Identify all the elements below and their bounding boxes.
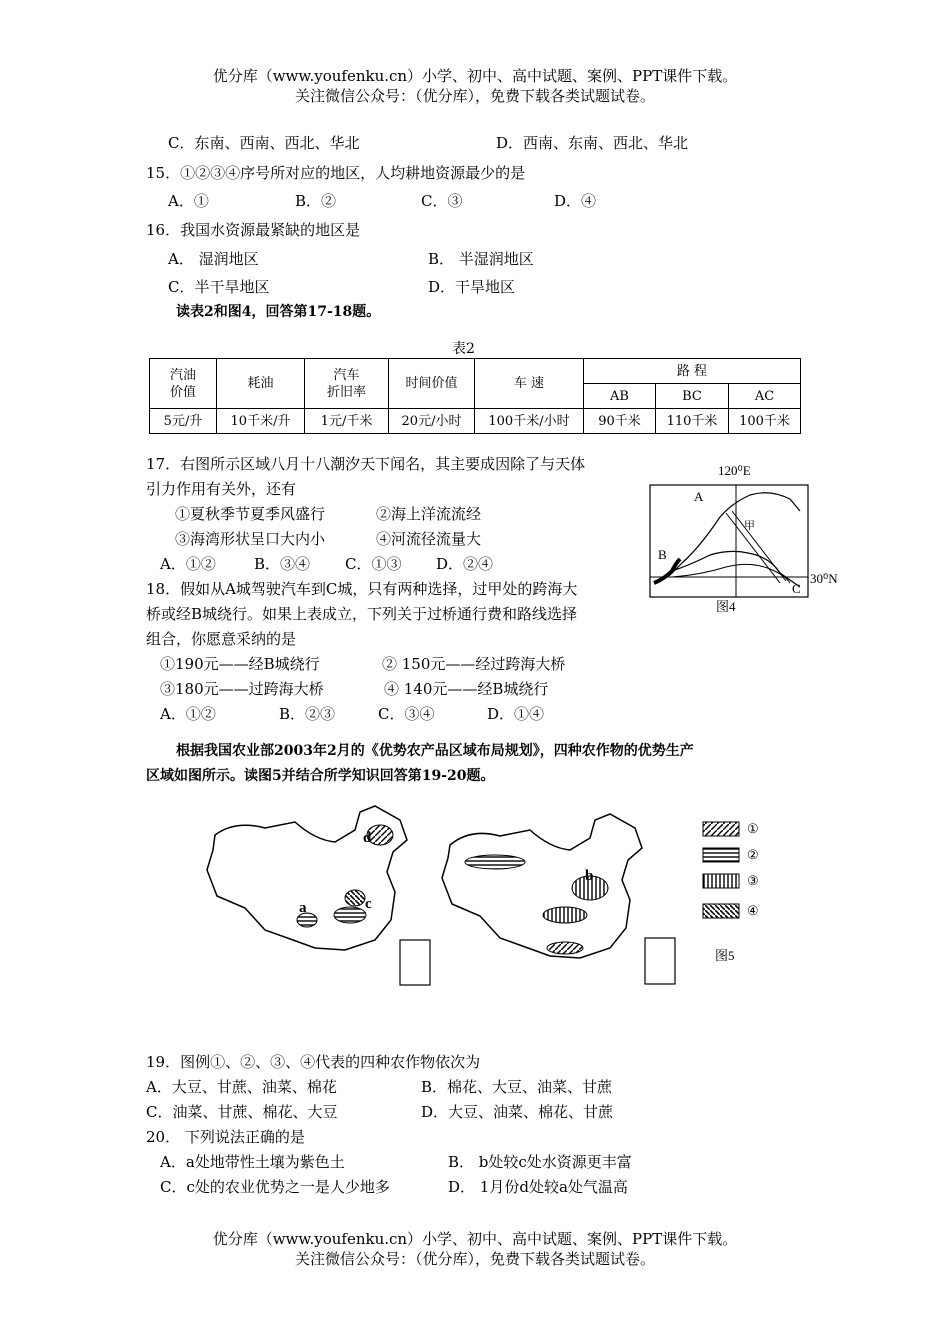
fig5-left-region-2 [334, 907, 366, 923]
table-cell: 90千米 [584, 409, 656, 434]
q17-choice-3: ③海湾形状呈口大内小 [175, 530, 326, 548]
q19-option-d: D．大豆、油菜、棉花、甘蔗 [421, 1103, 614, 1121]
q17-line2: 引力作用有关外，还有 [146, 480, 297, 498]
fig5-label-b: b [585, 868, 594, 884]
q18-choice-1: ①190元——经B城绕行 [160, 655, 320, 673]
fig4-jia-label: 甲 [744, 520, 755, 532]
q18-choice-4: ④ 140元——经B城绕行 [384, 680, 549, 698]
q17-option-d: D．②④ [436, 555, 494, 573]
fig4-longitude-label: 120⁰E [718, 463, 751, 478]
q18-option-c: C．③④ [378, 705, 435, 723]
q20-option-a: A．a处地带性土壤为紫色土 [160, 1153, 345, 1171]
table-cell: 100千米 [729, 409, 801, 434]
q18-line3: 组合，你愿意采纳的是 [146, 630, 297, 648]
th-fuel: 耗油 [217, 359, 305, 409]
fig5-label-a: a [299, 900, 307, 916]
q16-option-b: B． 半湿润地区 [428, 250, 534, 268]
fig5-legend-label-1: ① [747, 821, 759, 836]
fig5-caption: 图5 [715, 948, 735, 963]
th-depreciation: 汽车 折旧率 [305, 359, 389, 409]
q17-option-c: C．①③ [345, 555, 402, 573]
q15-option-a: A．① [168, 192, 209, 210]
q17-choice-1: ①夏秋季节夏季风盛行 [175, 505, 326, 523]
table-cell: 5元/升 [150, 409, 217, 434]
q17-option-a: A．①② [160, 555, 216, 573]
q17-option-b: B．③④ [254, 555, 311, 573]
q15-option-c: C．③ [421, 192, 463, 210]
fig5-legend-swatch-2 [703, 848, 739, 862]
q20-option-b: B． b处较c处水资源更丰富 [448, 1153, 632, 1171]
fig5-right-map-outline [442, 814, 642, 958]
q16-option-a: A． 湿润地区 [168, 250, 259, 268]
fig5-legend-swatch-4 [703, 904, 739, 918]
q16-option-c: C．半干旱地区 [168, 278, 270, 296]
q19-stem: 19．图例①、②、③、④代表的四种农作物依次为 [146, 1053, 481, 1071]
fig5-right-region-1 [547, 942, 583, 954]
table2 [149, 358, 801, 434]
q15-option-b: B．② [295, 192, 337, 210]
fig5-left-region-4 [345, 890, 365, 906]
fig4-bay [654, 559, 680, 583]
table-cell: 110千米 [656, 409, 729, 434]
table-cell: 1元/千米 [305, 409, 389, 434]
q18-option-d: D．①④ [487, 705, 545, 723]
q18-line2: 桥或经B城绕行。如果上表成立，下列关于过桥通行费和路线选择 [146, 605, 578, 623]
th-speed: 车 速 [475, 359, 584, 409]
intro-19-20-line2: 区域如图所示。读图5并结合所学知识回答第19-20题。 [146, 768, 495, 784]
fig4-city-a: A [694, 489, 704, 504]
fig4-caption: 图4 [716, 599, 736, 614]
fig4-city-b: B [658, 547, 667, 562]
fig4-latitude-label: 30⁰N [810, 571, 838, 586]
q14-option-d: D．西南、东南、西北、华北 [496, 134, 689, 152]
figure-4-map [640, 455, 850, 620]
q19-option-c: C．油菜、甘蔗、棉花、大豆 [146, 1103, 338, 1121]
page-header-line2: 关注微信公众号：（优分库），免费下载各类试题试卷。 [294, 87, 655, 105]
fig4-bridge-route-2 [732, 511, 786, 581]
figure-5-maps [195, 800, 795, 1000]
q15-stem: 15．①②③④序号所对应的地区，人均耕地资源最少的是 [146, 164, 526, 182]
table-cell: 100千米/小时 [475, 409, 584, 434]
q20-stem: 20． 下列说法正确的是 [146, 1128, 305, 1146]
fig5-right-inset [645, 938, 675, 984]
fig5-label-d: d [363, 830, 372, 846]
th-ac: AC [729, 384, 801, 409]
fig5-right-region-2 [465, 855, 525, 869]
q17-choice-2: ②海上洋流流经 [376, 505, 482, 523]
q16-stem: 16．我国水资源最紧缺的地区是 [146, 221, 361, 239]
page-header-line1: 优分库（www.youfenku.cn）小学、初中、高中试题、案例、PPT课件下载。 [212, 67, 738, 85]
th-gas-price: 汽油 价值 [150, 359, 217, 409]
table-cell: 10千米/升 [217, 409, 305, 434]
fig5-legend-swatch-3 [703, 874, 739, 888]
fig5-legend-swatch-1 [703, 822, 739, 836]
fig5-left-inset [400, 940, 430, 985]
q20-option-d: D． 1月份d处较a处气温高 [448, 1178, 628, 1196]
table-cell: 20元/小时 [389, 409, 475, 434]
q18-option-b: B．②③ [279, 705, 336, 723]
q17-line1: 17．右图所示区域八月十八潮汐天下闻名，其主要成因除了与天体 [146, 455, 586, 473]
q19-option-b: B．棉花、大豆、油菜、甘蔗 [421, 1078, 613, 1096]
q20-option-c: C．c处的农业优势之一是人少地多 [160, 1178, 390, 1196]
table2-caption: 表2 [452, 341, 475, 357]
q14-option-c: C．东南、西南、西北、华北 [168, 134, 360, 152]
q18-line1: 18．假如从A城驾驶汽车到C城，只有两种选择，过甲处的跨海大 [146, 580, 578, 598]
fig5-legend-label-3: ③ [747, 873, 759, 888]
page-footer-line2: 关注微信公众号：（优分库），免费下载各类试题试卷。 [294, 1250, 655, 1268]
fig5-legend-label-4: ④ [747, 903, 759, 918]
th-time-value: 时间价值 [389, 359, 475, 409]
q18-choice-2: ② 150元——经过跨海大桥 [382, 655, 566, 673]
fig5-legend-label-2: ② [747, 847, 759, 862]
q16-option-d: D．干旱地区 [428, 278, 516, 296]
q19-option-a: A．大豆、甘蔗、油菜、棉花 [146, 1078, 337, 1096]
fig5-right-region-3b [543, 907, 587, 923]
q17-choice-4: ④河流径流量大 [376, 530, 482, 548]
page-footer-line1: 优分库（www.youfenku.cn）小学、初中、高中试题、案例、PPT课件下载。 [212, 1230, 738, 1248]
fig4-frame [650, 485, 808, 597]
th-bc: BC [656, 384, 729, 409]
th-ab: AB [584, 384, 656, 409]
intro-17-18: 读表2和图4，回答第17-18题。 [176, 304, 381, 320]
intro-19-20-line1: 根据我国农业部2003年2月的《优势农产品区域布局规划》，四种农作物的优势生产 [176, 743, 694, 759]
fig5-label-c: c [365, 896, 372, 912]
q18-option-a: A．①② [160, 705, 216, 723]
fig4-city-c: C [792, 581, 801, 596]
th-distance: 路 程 [584, 359, 801, 384]
q15-option-d: D．④ [554, 192, 597, 210]
q18-choice-3: ③180元——过跨海大桥 [160, 680, 324, 698]
